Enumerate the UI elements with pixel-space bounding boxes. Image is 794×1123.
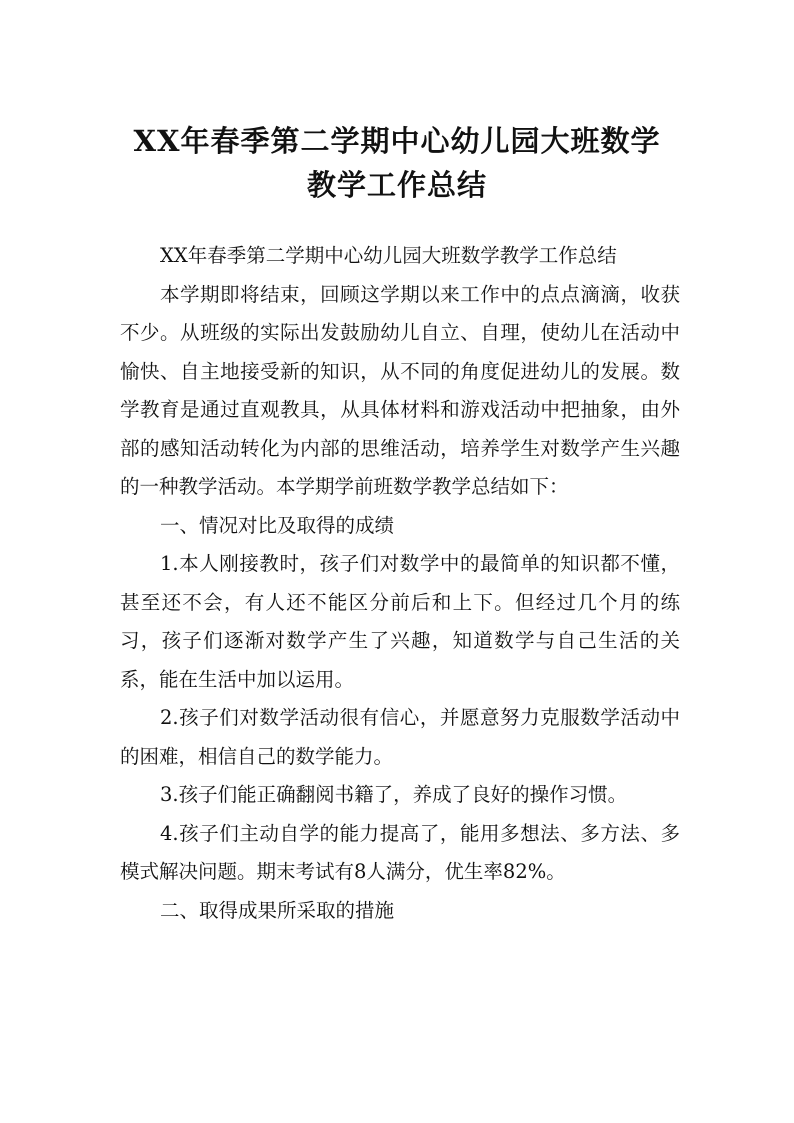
subtitle-paragraph: XX年春季第二学期中心幼儿园大班数学教学工作总结 [160, 244, 617, 267]
achievement-item-2: 2.孩子们对数学活动很有信心，并愿意努力克服数学活动中的困难，相信自己的数学能力。 [120, 706, 680, 768]
document-title [100, 119, 694, 207]
achievement-item-1: 1.本人刚接教时，孩子们对数学中的最简单的知识都不懂，甚至还不会，有人还不能区分前后和上下。但经过几个月的练习，孩子们逐渐对数学产生了兴趣，知道数学与自己生活的关系，能在生活中加以运用。 [120, 552, 680, 691]
intro-paragraph: 本学期即将结束，回顾这学期以来工作中的点点滴滴，收获不少。从班级的实际出发鼓励幼儿自立、自理，使幼儿在活动中愉快、自主地接受新的知识，从不同的角度促进幼儿的发展。数学教育是通过直观教具，从具体材料和游戏活动中把抽象，由外部的感知活动转化为内部的思维活动，培养学生对数学产生兴趣的一种教学活动。本学期学前班数学教学总结如下： [120, 282, 680, 498]
document-body [120, 237, 680, 930]
section-heading-1: 一、情况对比及取得的成绩 [160, 513, 395, 537]
title-line-1: XX年春季第二学期中心幼儿园大班数学 [133, 124, 661, 159]
achievement-item-4: 4.孩子们主动自学的能力提高了，能用多想法、多方法、多模式解决问题。期末考试有8人满分，优生率82%。 [120, 821, 680, 883]
title-line-2: 教学工作总结 [306, 168, 487, 203]
achievement-item-3: 3.孩子们能正确翻阅书籍了，养成了良好的操作习惯。 [160, 783, 628, 806]
section-heading-2: 二、取得成果所采取的措施 [160, 898, 395, 922]
